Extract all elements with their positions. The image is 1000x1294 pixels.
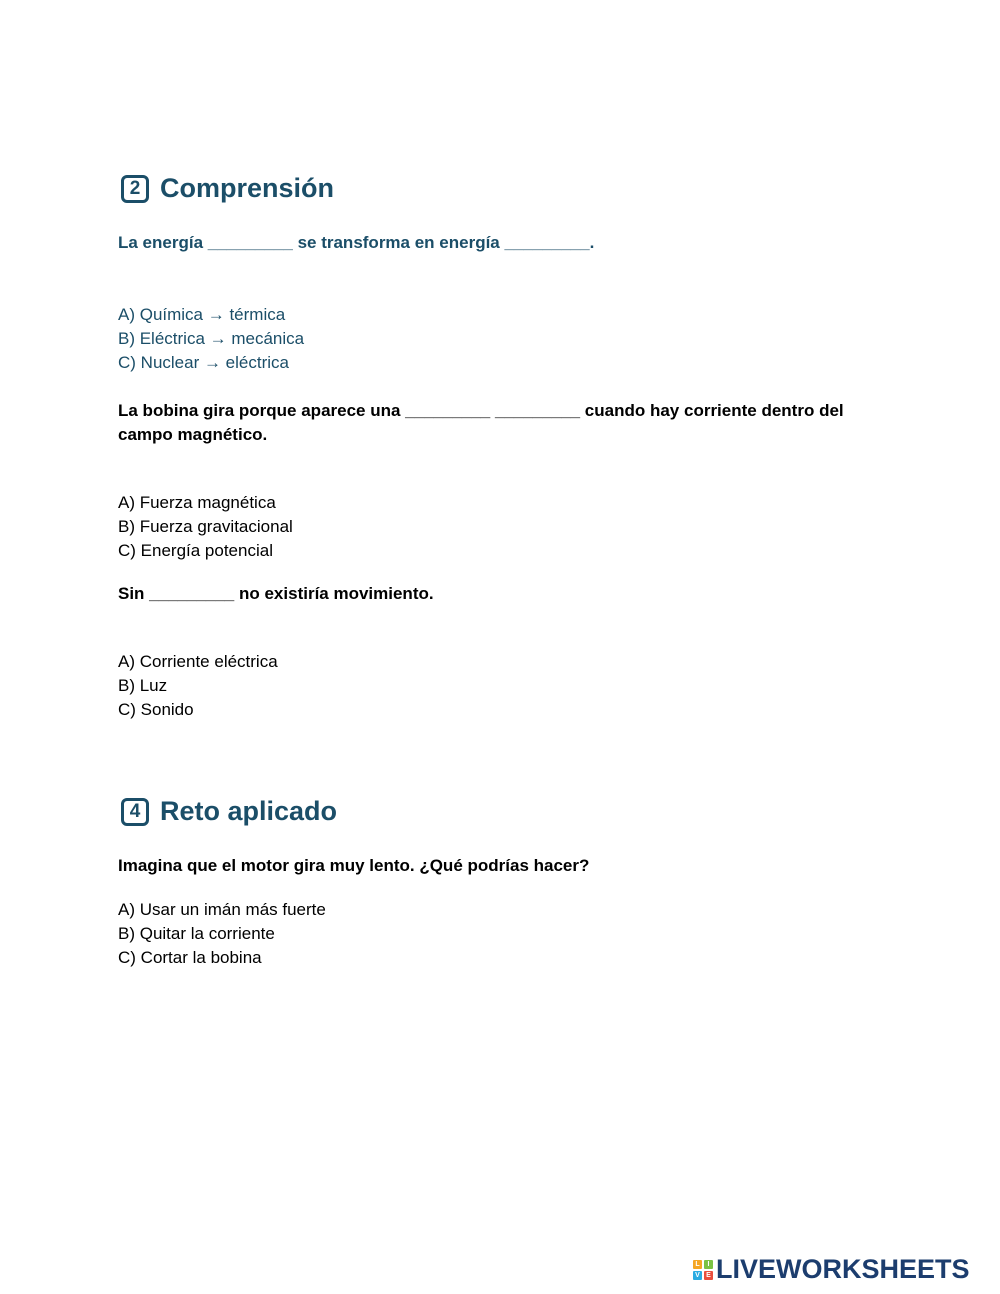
- option-item[interactable]: A) Corriente eléctrica: [118, 652, 278, 671]
- section-title: Comprensión: [160, 173, 335, 203]
- logo-mark-cell: L: [693, 1260, 702, 1269]
- section-title: Reto aplicado: [160, 796, 338, 826]
- option-item[interactable]: B) Fuerza gravitacional: [118, 517, 293, 536]
- section-2-header: [121, 173, 334, 204]
- option-item[interactable]: C) Nuclear → eléctrica: [118, 353, 289, 372]
- option-item[interactable]: C) Sonido: [118, 700, 194, 719]
- liveworksheets-logo: [693, 1256, 970, 1283]
- logo-mark-icon: [693, 1260, 713, 1280]
- question-3: Sin _________ no existiría movimiento.: [118, 584, 434, 603]
- option-item[interactable]: C) Energía potencial: [118, 541, 273, 560]
- question-4-options: [118, 898, 326, 970]
- option-item[interactable]: C) Cortar la bobina: [118, 948, 262, 967]
- question-3-options: [118, 650, 278, 722]
- logo-text: LIVEWORKSHEETS: [716, 1254, 970, 1284]
- option-item[interactable]: B) Quitar la corriente: [118, 924, 275, 943]
- option-item[interactable]: B) Luz: [118, 676, 168, 695]
- question-1: La energía _________ se transforma en energía _________.: [118, 233, 595, 252]
- question-4: Imagina que el motor gira muy lento. ¿Qué podrías hacer?: [118, 856, 590, 875]
- section-4-header: [121, 796, 337, 827]
- question-2-options: [118, 491, 293, 563]
- option-item[interactable]: A) Fuerza magnética: [118, 493, 276, 512]
- option-item[interactable]: B) Eléctrica → mecánica: [118, 329, 305, 348]
- option-item[interactable]: A) Usar un imán más fuerte: [118, 900, 326, 919]
- logo-mark-cell: V: [693, 1271, 702, 1280]
- logo-mark-cell: I: [704, 1260, 713, 1269]
- section-number-badge: 2: [121, 175, 149, 203]
- logo-mark-cell: E: [704, 1271, 713, 1280]
- section-number-badge: 4: [121, 798, 149, 826]
- option-item[interactable]: A) Química → térmica: [118, 305, 286, 324]
- question-2: La bobina gira porque aparece una _________ _________ cuando hay corriente dentro del campo magnético.: [118, 401, 844, 444]
- question-1-options: [118, 303, 304, 375]
